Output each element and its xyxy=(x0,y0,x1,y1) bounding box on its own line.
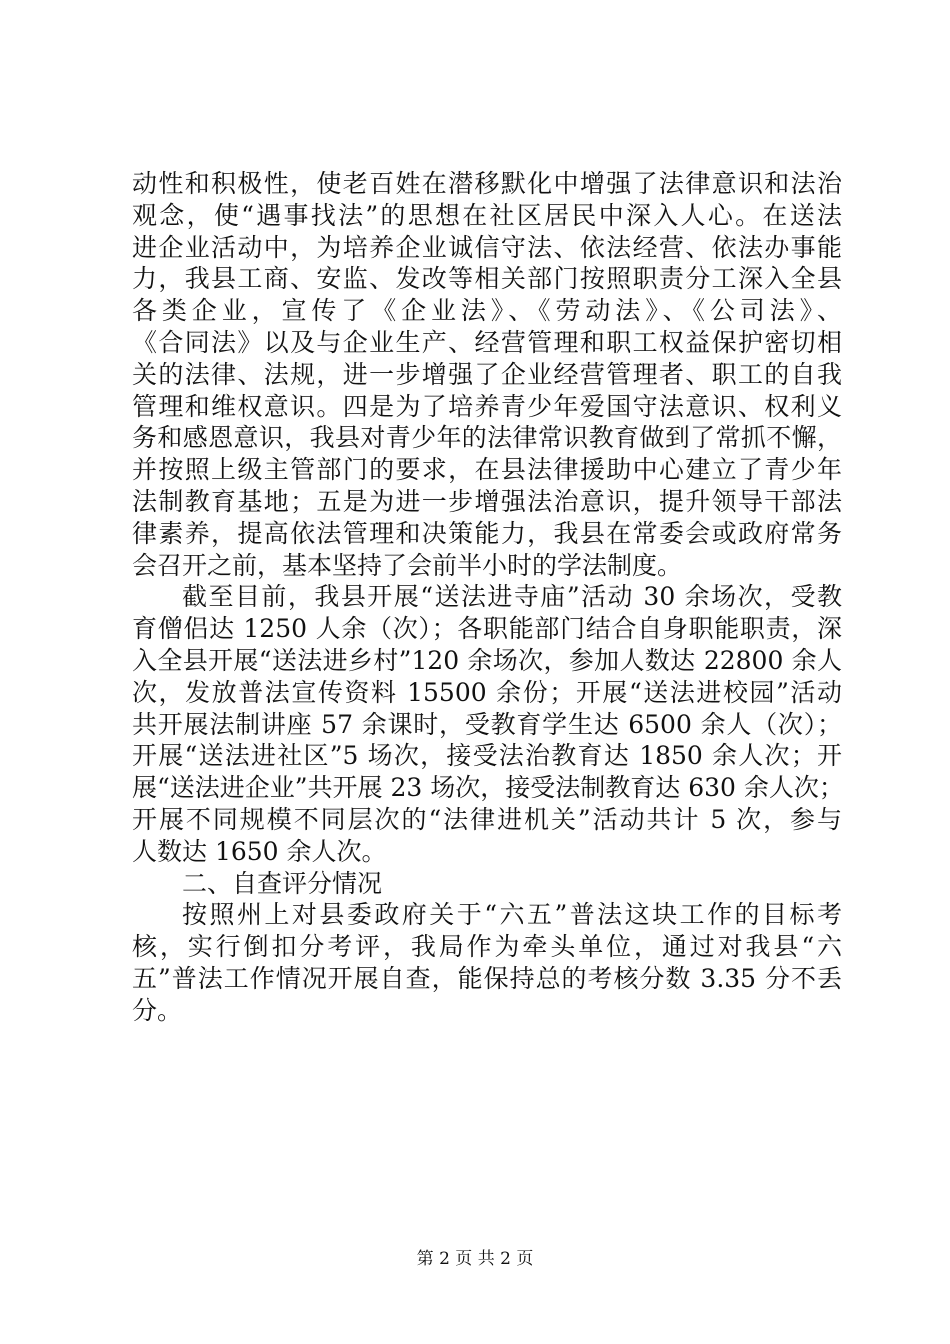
text-line: 会召开之前，基本坚持了会前半小时的学法制度。 xyxy=(132,550,683,580)
text-line: 律素养，提高依法管理和决策能力，我县在常委会或政府常务 xyxy=(132,518,842,548)
text-line: 各类企业，宣传了《企业法》、《劳动法》、《公司法》、 xyxy=(132,296,842,326)
page-footer xyxy=(0,1244,950,1269)
text-line: 开展不同规模不同层次的“法律进机关”活动共计 5 次，参与 xyxy=(132,804,842,834)
text-line: 《合同法》以及与企业生产、经营管理和职工权益保护密切相 xyxy=(132,327,842,357)
text-line: 务和感恩意识，我县对青少年的法律常识教育做到了常抓不懈， xyxy=(132,423,842,453)
text-line: 五”普法工作情况开展自查，能保持总的考核分数 3.35 分不丢 xyxy=(132,963,842,993)
text-line: 按照州上对县委政府关于“六五”普法这块工作的目标考 xyxy=(182,900,842,930)
text-line: 人数达 1650 余人次。 xyxy=(132,836,387,866)
text-line: 展“送法进企业”共开展 23 场次，接受法制教育达 630 余人次； xyxy=(132,773,844,803)
text-line: 次，发放普法宣传资料 15500 余份；开展“送法进校园”活动 xyxy=(132,677,842,707)
text-line: 法制教育基地；五是为进一步增强法治意识，提升领导干部法 xyxy=(132,486,842,516)
text-line: 共开展法制讲座 57 余课时，受教育学生达 6500 余人（次）； xyxy=(132,709,842,739)
text-line: 截至目前，我县开展“送法进寺庙”活动 30 余场次，受教 xyxy=(182,582,842,612)
text-line: 动性和积极性，使老百姓在潜移默化中增强了法律意识和法治 xyxy=(132,169,842,198)
page-number: 第 2 页 共 2 页 xyxy=(416,1249,534,1269)
section-heading xyxy=(132,868,842,900)
paragraph-2 xyxy=(132,581,842,867)
text-line: 核，实行倒扣分考评，我局作为牵头单位，通过对我县“六 xyxy=(132,932,842,962)
document-body xyxy=(132,168,842,1027)
text-line: 管理和维权意识。四是为了培养青少年爱国守法意识、权利义 xyxy=(132,391,842,421)
text-line: 力，我县工商、安监、发改等相关部门按照职责分工深入全县 xyxy=(132,264,842,294)
text-line: 开展“送法进社区”5 场次，接受法治教育达 1850 余人次；开 xyxy=(132,741,842,771)
text-line: 观念，使“遇事找法”的思想在社区居民中深入人心。在送法 xyxy=(132,200,842,230)
text-line: 关的法律、法规，进一步增强了企业经营管理者、职工的自我 xyxy=(132,359,842,389)
text-line: 入全县开展“送法进乡村”120 余场次，参加人数达 22800 余人 xyxy=(132,645,842,675)
paragraph-4 xyxy=(132,899,842,1026)
text-line: 分。 xyxy=(132,995,183,1025)
text-line: 进企业活动中，为培养企业诚信守法、依法经营、依法办事能 xyxy=(132,232,842,262)
text-line: 并按照上级主管部门的要求，在县法律援助中心建立了青少年 xyxy=(132,455,842,485)
text-line: 育僧侣达 1250 人余（次）；各职能部门结合自身职能职责，深 xyxy=(132,614,842,644)
heading-text: 二、自查评分情况 xyxy=(182,868,383,898)
paragraph-1 xyxy=(132,168,842,581)
